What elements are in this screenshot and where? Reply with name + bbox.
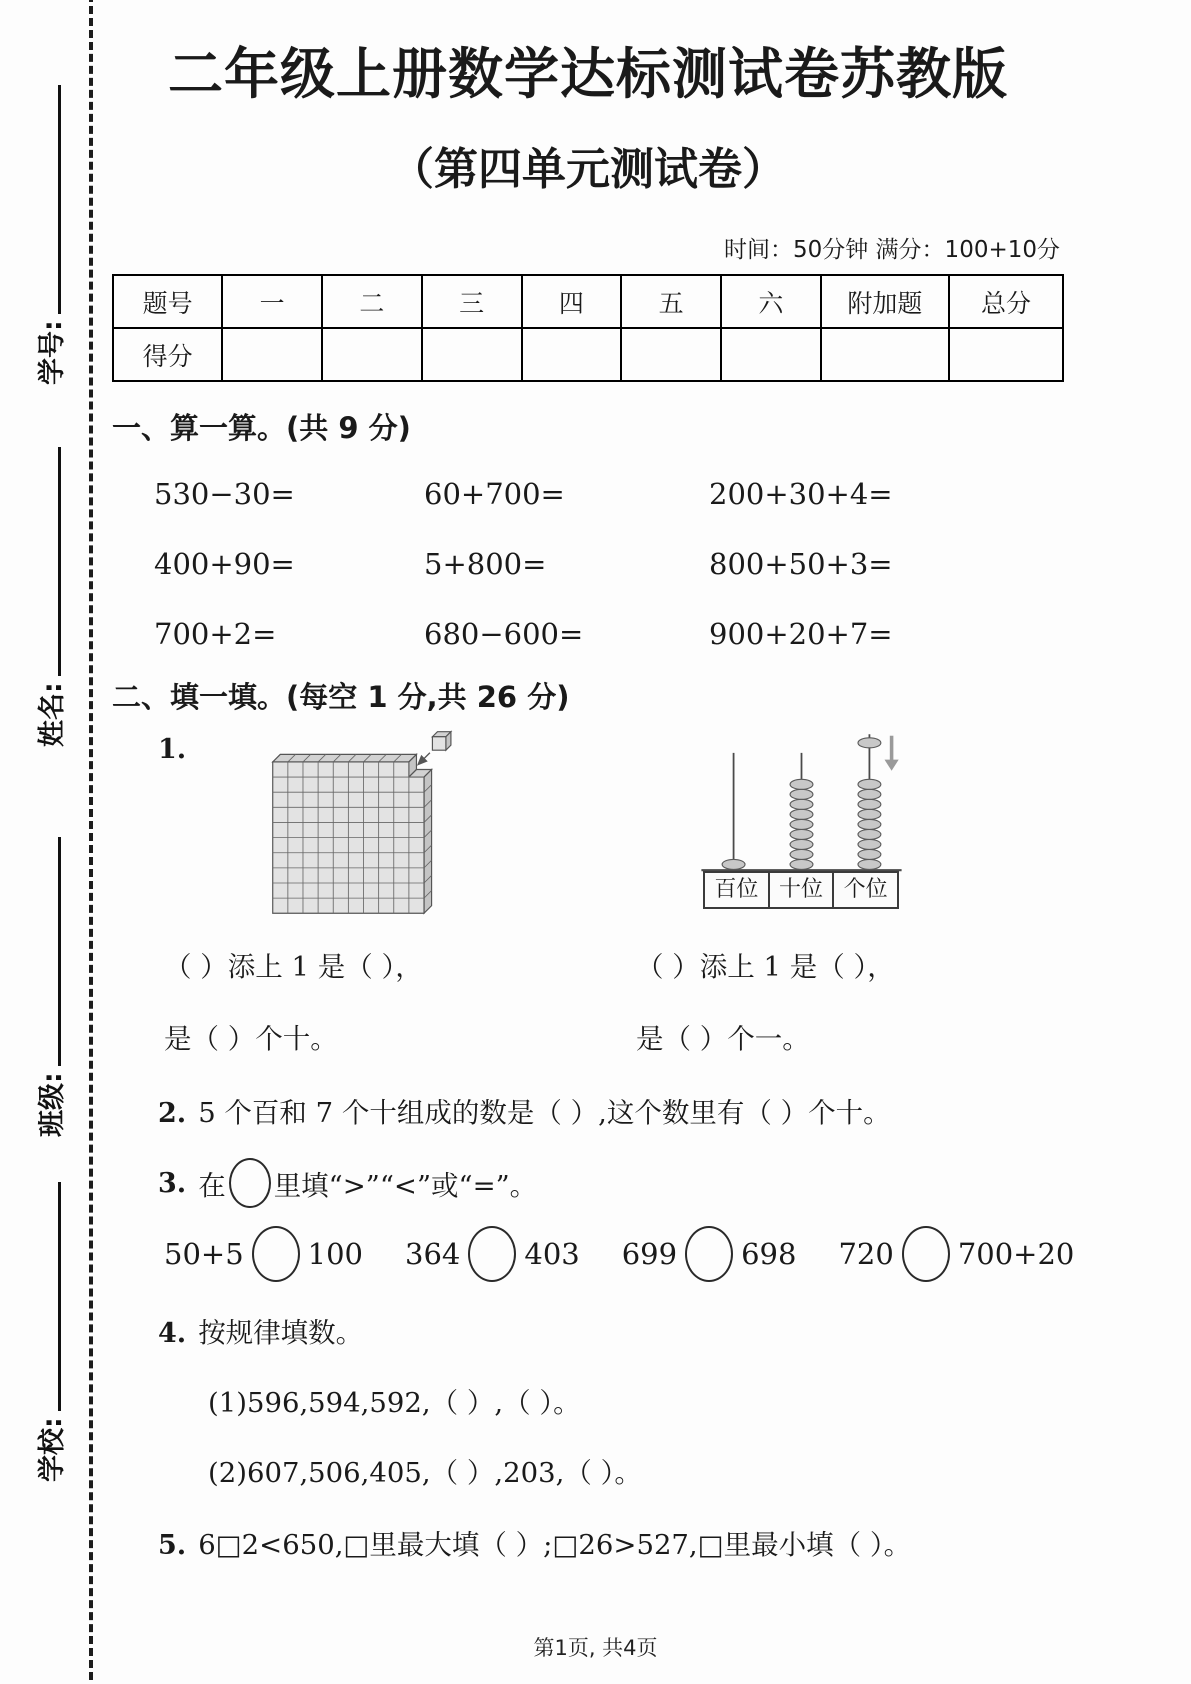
question-4-text: 按规律填数。 [198,1317,364,1349]
question-3 [158,1158,1064,1208]
abacus-svg [694,730,909,873]
problem: 700+2= [154,617,277,651]
q1-right-line1: （ ）添上 1 是（ ）， [636,951,895,983]
score-table-cell: 二 [322,275,422,328]
question-4-item-1: (1)596,594,592,（ ）,（ ）。 [208,1387,581,1419]
score-table-cell: 六 [721,275,821,328]
question-4-item-2: (2)607,506,405,（ ）,203,（ ）。 [208,1457,642,1489]
comparison-left: 364 [405,1237,461,1271]
hundred-block-svg [266,730,461,920]
class-field [25,837,69,1137]
abacus-figure [694,730,909,909]
question-4-number: 4. [158,1318,187,1349]
bead-down-arrow-icon [885,736,898,770]
score-table-cell: 四 [522,275,622,328]
time-score-info: 时间：50分钟 满分：100+10分 [723,237,1060,263]
name-label: 姓名: [37,682,68,747]
q1-left-line1: （ ）添上 1 是（ ）， [164,951,423,983]
question-2 [158,1090,1064,1130]
single-cube-icon [433,732,451,750]
q1-right-line2: 是（ ）个一。 [636,1023,810,1055]
class-blank-line [58,837,61,1066]
student-id-field [25,85,69,385]
comparison-right: 403 [524,1237,580,1271]
score-empty-cell [422,328,522,381]
question-5 [158,1522,1064,1562]
question-3-text-pre: 在 [198,1170,226,1202]
question-1-number: 1. [158,734,187,765]
blank-circle [252,1226,300,1282]
score-empty-cell [522,328,622,381]
question-2-number: 2. [158,1098,187,1129]
score-table-cell: 总分 [949,275,1063,328]
problem: 900+20+7= [709,617,893,651]
score-empty-cell [222,328,322,381]
question-3-comparisons [164,1226,1075,1282]
binding-dashed-line [89,0,93,1684]
paper-subtitle: （第四单元测试卷） [390,144,786,195]
question-5-text: 6□2<650,□里最大填（ ）;□26>527,□里最小填（ ）。 [198,1529,912,1561]
blank-circle [229,1158,271,1208]
school-blank-line [58,1182,61,1411]
blank-circle [902,1226,950,1282]
school-field [25,1182,69,1482]
problem: 200+30+4= [709,477,893,511]
score-empty-cell [621,328,721,381]
comparison-item [622,1226,797,1282]
score-empty-cell [721,328,821,381]
blank-circle [685,1226,733,1282]
score-table [112,274,1064,382]
section2-heading: 二、填一填。(每空 1 分,共 26 分) [112,680,570,714]
score-table-cell: 三 [422,275,522,328]
comparison-item [838,1226,1074,1282]
score-row-label: 得分 [113,328,222,381]
question-5-number: 5. [158,1530,187,1561]
score-table-score-row [113,328,1063,381]
question-4 [158,1310,1064,1350]
hundred-block-figure [266,730,461,924]
score-table-header-row [113,275,1063,328]
problem: 800+50+3= [709,547,893,581]
question-3-number: 3. [158,1167,187,1199]
name-blank-line [58,447,61,676]
score-empty-cell [322,328,422,381]
comparison-right: 698 [741,1237,797,1271]
score-empty-cell [949,328,1063,381]
student-id-label: 学号: [37,320,68,385]
question-1 [158,730,1064,924]
tens-place-label: 十位 [769,871,834,909]
comparison-right: 100 [307,1237,364,1271]
abacus-place-labels [703,871,899,909]
q1-left-line2: 是（ ）个十。 [164,1023,338,1055]
score-table-cell: 附加题 [821,275,949,328]
school-label: 学校: [37,1417,68,1482]
comparison-left: 50+5 [164,1237,244,1271]
comparison-item [164,1226,363,1282]
problem: 5+800= [424,547,547,581]
score-table-cell: 五 [621,275,721,328]
comparison-left: 720 [838,1237,894,1271]
ones-place-label: 个位 [833,871,899,909]
page-number: 第1页, 共4页 [533,1636,658,1660]
score-table-cell: 一 [222,275,322,328]
problem: 680−600= [424,617,584,651]
cube-arrow-icon [418,753,430,765]
score-table-cell: 题号 [113,275,222,328]
paper-content [112,0,1075,1562]
section1-heading: 一、算一算。(共 9 分) [112,411,411,445]
blank-circle [468,1226,516,1282]
name-field [25,447,69,747]
comparison-left: 699 [621,1237,678,1271]
question-2-text: 5 个百和 7 个十组成的数是（ ）,这个数里有（ ）个十。 [198,1097,891,1129]
question-1-text [164,944,1064,1056]
comparison-right: 700+20 [957,1237,1075,1271]
problem: 400+90= [154,547,295,581]
student-id-blank-line [58,85,61,314]
question-3-text-post: 里填“>”“<”或“=”。 [273,1170,538,1202]
comparison-item [405,1226,580,1282]
score-empty-cell [821,328,949,381]
class-label: 班级: [37,1072,68,1137]
hundreds-place-label: 百位 [703,871,769,909]
paper-title: 二年级上册数学达标测试卷苏教版 [167,42,1008,106]
problem: 530−30= [154,477,295,511]
section1-problems [154,477,1064,651]
problem: 60+700= [424,477,565,511]
